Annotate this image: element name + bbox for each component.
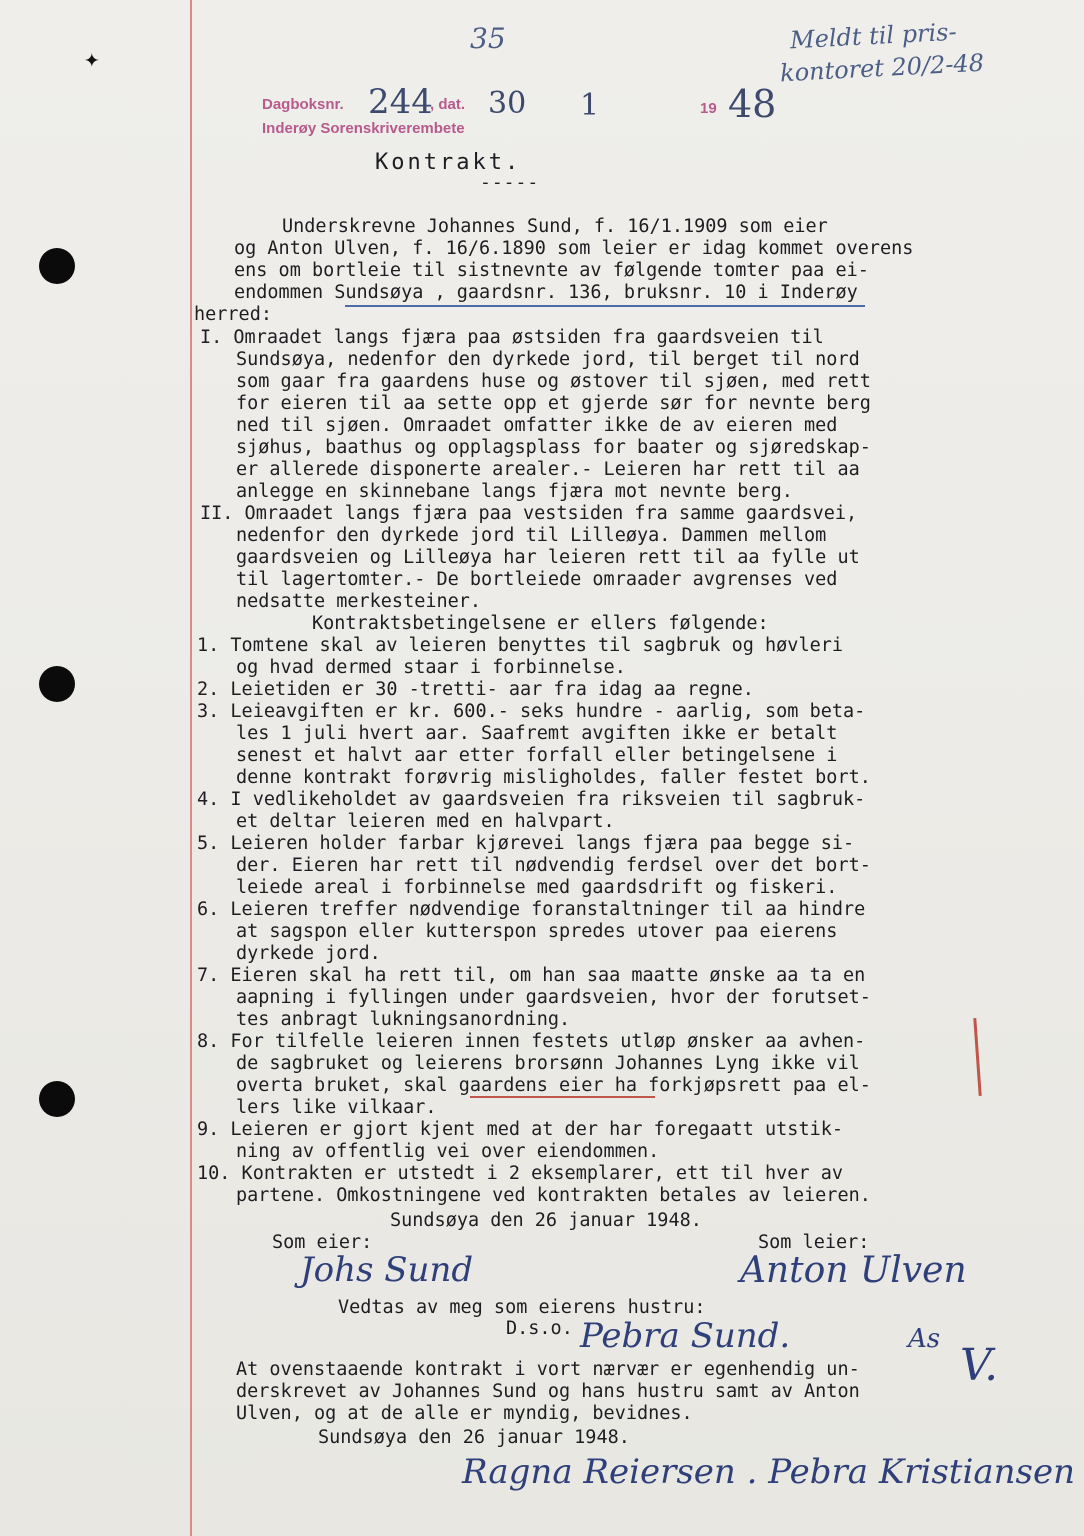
body-line: partene. Omkostningene ved kontrakten betales av leieren. [236,1185,871,1206]
body-line: ning av offentlig vei over eiendommen. [236,1141,660,1162]
date-line: Sundsøya den 26 januar 1948. [390,1210,702,1231]
stamp-label: Dagboksnr. [262,96,344,113]
body-line: gaardsveien og Lilleøya har leieren rett til aa fylle ut [236,547,860,568]
witness-line: Ulven, og at de alle er myndig, bevidnes. [236,1403,693,1424]
body-line: de sagbruket og leierens brorsønn Johannes Lyng ikke vil [236,1053,860,1074]
body-line: Sundsøya, nedenfor den dyrkede jord, til berget til nord [236,349,860,370]
body-line: der. Eieren har rett til nødvendig ferdsel over det bort- [236,855,871,876]
body-line: 3. Leieavgiften er kr. 600.- seks hundre - aarlig, som beta- [197,701,866,722]
body-line: Underskrevne Johannes Sund, f. 16/1.1909 som eier [282,216,828,237]
body-line: 8. For tilfelle leieren innen festets utløp ønsker aa avhen- [197,1031,866,1052]
body-line: og hvad dermed staar i forbinnelse. [236,657,626,678]
note-line-1: Meldt til pris- [789,17,958,55]
margin-mark [973,1018,981,1096]
witness-line: At ovenstaaende kontrakt i vort nærvær er egenhendig un- [236,1359,860,1380]
body-line: for eieren til aa sette opp et gjerde sør for nevnte berg [236,393,871,414]
body-line: er allerede disponerte arealer.- Leieren har rett til aa [236,459,860,480]
body-line: nedenfor den dyrkede jord til Lilleøya. Dammen mellom [236,525,827,546]
body-line: endommen Sundsøya , gaardsnr. 136, bruksnr. 10 i Inderøy [234,282,858,303]
body-line: herred: [194,304,272,325]
date-line-2: Sundsøya den 26 januar 1948. [318,1427,630,1448]
dso-label: D.s.o. [506,1318,573,1339]
note-line-2: kontoret 20/2-48 [779,48,985,88]
stamp-office: Inderøy Sorenskriverembete [262,120,465,137]
wife-consent-line: Vedtas av meg som eierens hustru: [338,1297,706,1318]
body-line: senest et halvt aar etter forfall eller betingelsene i [236,745,838,766]
body-line: aapning i fyllingen under gaardsveien, hvor der forutset- [236,987,871,1008]
body-line: leiede areal i forbinnelse med gaardsdrift og fiskeri. [236,877,838,898]
body-line: 2. Leietiden er 30 -tretti- aar fra idag aa regne. [197,679,754,700]
body-line: anlegge en skinnebane langs fjæra mot nevnte berg. [236,481,793,502]
body-line: tes anbragt lukningsanordning. [236,1009,571,1030]
body-line: at sagspon eller kutterspon spredes utover paa eierens [236,921,838,942]
witness-line: derskrevet av Johannes Sund og hans hustru samt av Anton [236,1381,860,1402]
punch-hole [39,666,75,702]
body-line: 5. Leieren holder farbar kjørevei langs fjæra paa begge si- [197,833,855,854]
tenant-signature: Anton Ulven [740,1250,967,1291]
owner-label: Som eier: [272,1232,373,1253]
registrar-initials: As [908,1324,941,1354]
body-line: II. Omraadet langs fjæra paa vestsiden fra samme gaardsvei, [200,503,858,524]
body-line: lers like vilkaar. [236,1097,437,1118]
body-line: 6. Leieren treffer nødvendige foranstaltninger til aa hindre [197,899,866,920]
stamp-month: 1 [580,88,600,123]
stamp-year: 48 [728,82,777,126]
registrar-mark: V. [960,1340,999,1391]
body-line: 1. Tomtene skal av leieren benyttes til sagbruk og høvleri [197,635,844,656]
body-line: ens om bortleie til sistnevnte av følgende tomter paa ei- [234,260,869,281]
body-line: sjøhus, baathus og opplagsplass for baater og sjøredskap- [236,437,871,458]
body-line: og Anton Ulven, f. 16/6.1890 som leier er idag kommet overens [234,238,914,259]
body-line: et deltar leieren med en halvpart. [236,811,615,832]
tenant-label: Som leier: [758,1232,870,1253]
witness-signatures: Ragna Reiersen . Pebra Kristiansen [462,1452,1075,1492]
page-title: Kontrakt. [375,150,522,175]
stamp-day: 30 [488,86,527,121]
punch-hole [39,248,75,284]
body-line: nedsatte merkesteiner. [236,591,482,612]
punch-hole [39,1081,75,1117]
body-line: Kontraktsbetingelsene er ellers følgende: [312,613,769,634]
stamp-number: 244 [368,82,433,122]
stamp-year-prefix: 19 [700,100,717,117]
body-line: les 1 juli hvert aar. Saafremt avgiften ikke er betalt [236,723,838,744]
clause-underline [470,1096,655,1098]
stamp-line-1 [262,96,344,113]
property-underline [345,305,865,307]
body-line: dyrkede jord. [236,943,381,964]
body-line: denne kontrakt forøvrig misligholdes, faller festet bort. [236,767,871,788]
ink-blot-icon: ✦ [84,44,100,74]
stamp-date-label: , dat. [430,96,466,113]
body-line: 9. Leieren er gjort kjent med at der har foregaatt utstik- [197,1119,844,1140]
title-rule: ----- [480,172,540,193]
wife-signature: Pebra Sund. [580,1316,791,1356]
body-line: 10. Kontrakten er utstedt i 2 eksemplarer, ett til hver av [197,1163,844,1184]
body-line: ned til sjøen. Omraadet omfatter ikke de av eieren med [236,415,838,436]
body-line: som gaar fra gaardens huse og østover til sjøen, med rett [236,371,871,392]
body-line: til lagertomter.- De bortleiede omraader avgrenses ved [236,569,838,590]
owner-signature: Johs Sund [300,1250,474,1290]
body-line: 7. Eieren skal ha rett til, om han saa maatte ønske aa ta en [197,965,866,986]
body-line: overta bruket, skal gaardens eier ha forkjøpsrett paa el- [236,1075,871,1096]
margin-rule [190,0,192,1536]
body-line: 4. I vedlikeholdet av gaardsveien fra riksveien til sagbruk- [197,789,866,810]
page-number-handwritten: 35 [470,22,506,55]
body-line: I. Omraadet langs fjæra paa østsiden fra gaardsveien til [200,327,824,348]
